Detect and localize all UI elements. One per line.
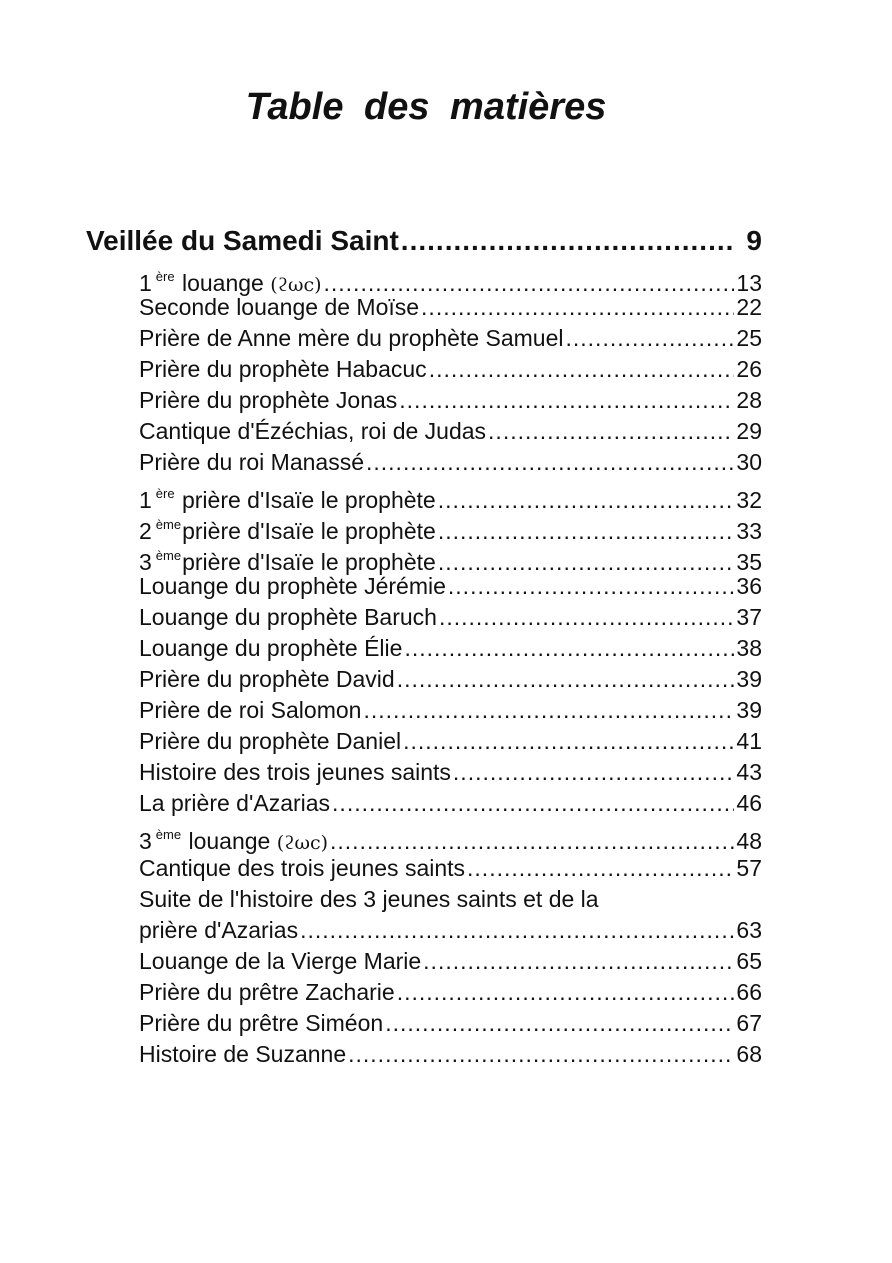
page-number: 39: [736, 666, 762, 692]
toc-entry-multiline[interactable]: [139, 884, 762, 946]
ordinal-suffix: ème: [155, 548, 182, 563]
dot-leader: [488, 416, 734, 447]
entry-label: Louange du prophète Élie: [139, 635, 403, 661]
toc-entry[interactable]: [139, 385, 762, 416]
toc-entry[interactable]: [139, 447, 762, 478]
toc-entry[interactable]: [139, 571, 762, 602]
dot-leader: [421, 292, 734, 323]
dot-leader: [363, 695, 734, 726]
ordinal-suffix: ère: [155, 269, 175, 284]
toc-entry[interactable]: [139, 602, 762, 633]
entry-label: louange: [181, 270, 264, 296]
ordinal-number: 2: [139, 518, 152, 544]
entry-label: Prière du prêtre Siméon: [139, 1010, 384, 1036]
dot-leader: [439, 602, 734, 633]
page-number: 35: [736, 549, 762, 575]
toc-entry[interactable]: [139, 416, 762, 447]
toc-entry[interactable]: [139, 633, 762, 664]
dot-leader: [401, 225, 735, 257]
page-number: 25: [736, 325, 762, 351]
page-number: 38: [736, 635, 762, 661]
dot-leader: [448, 571, 735, 602]
toc-entry[interactable]: [139, 664, 762, 695]
page-number: 68: [736, 1041, 762, 1067]
ordinal-number: 3: [139, 549, 152, 575]
toc-entry[interactable]: [139, 757, 762, 788]
entry-label: Prière du prophète Habacuc: [139, 356, 427, 382]
ordinal-number: 1: [139, 270, 152, 296]
dot-leader: [397, 664, 735, 695]
page-number: 43: [736, 759, 762, 785]
entry-label: Cantique d'Ézéchias, roi de Judas: [139, 418, 487, 444]
toc-entry[interactable]: [139, 726, 762, 757]
ordinal-suffix: ème: [155, 827, 182, 842]
toc-entry[interactable]: [139, 323, 762, 354]
page-number: 26: [736, 356, 762, 382]
entry-label: Prière de roi Salomon: [139, 697, 362, 723]
page-number: 57: [736, 855, 762, 881]
entry-label: Prière de Anne mère du prophète Samuel: [139, 325, 564, 351]
toc-entry[interactable]: [139, 977, 762, 1008]
toc-entry[interactable]: [139, 354, 762, 385]
section-label: Veillée du Samedi Saint: [86, 225, 399, 256]
page-number: 39: [736, 697, 762, 723]
page-number: 67: [736, 1010, 762, 1036]
toc-entry[interactable]: [139, 788, 762, 819]
page-number: 29: [736, 418, 762, 444]
page-number: 65: [736, 948, 762, 974]
coptic-text: (ϩωc): [276, 832, 328, 854]
dot-leader: [399, 385, 734, 416]
toc-entry[interactable]: [139, 853, 762, 884]
toc-entry[interactable]: [139, 261, 762, 296]
page-number: 22: [736, 294, 762, 320]
entry-label: Cantique des trois jeunes saints: [139, 855, 466, 881]
toc-entries: [139, 261, 762, 1070]
entry-label: prière d'Isaïe le prophète: [181, 487, 436, 513]
page-number: 37: [736, 604, 762, 630]
toc-entry[interactable]: [139, 695, 762, 726]
toc-section-veillee[interactable]: [86, 225, 762, 261]
page-title: Table des matières: [245, 86, 607, 128]
entry-label: prière d'Isaïe le prophète: [182, 518, 436, 544]
entry-label: Prière du prophète David: [139, 666, 395, 692]
ordinal-number: 3: [139, 828, 152, 854]
dot-leader: [438, 516, 735, 547]
entry-label: Histoire des trois jeunes saints: [139, 759, 451, 785]
ordinal-number: 1: [139, 487, 152, 513]
dot-leader: [453, 757, 734, 788]
entry-label: louange: [188, 828, 277, 854]
dot-leader: [404, 633, 734, 664]
page-number: 30: [736, 449, 762, 475]
entry-label: prière d'Isaïe le prophète: [182, 549, 436, 575]
dot-leader: [397, 977, 735, 1008]
toc-entry[interactable]: [139, 478, 762, 513]
toc-entry[interactable]: [139, 1039, 762, 1070]
entry-label: La prière d'Azarias: [139, 790, 331, 816]
entry-label-line2: prière d'Azarias: [139, 917, 299, 943]
dot-leader: [348, 1039, 734, 1070]
dot-leader: [385, 1008, 734, 1039]
page-number: 28: [736, 387, 762, 413]
dot-leader: [332, 788, 734, 819]
dot-leader: [300, 915, 734, 946]
toc-entry[interactable]: [139, 946, 762, 977]
toc-entry[interactable]: [139, 819, 762, 854]
toc-entry[interactable]: [139, 292, 762, 323]
entry-label: Histoire de Suzanne: [139, 1041, 347, 1067]
page-number: 41: [736, 728, 762, 754]
dot-leader: [429, 354, 735, 385]
dot-leader: [366, 447, 734, 478]
entry-label: Louange du prophète Jérémie: [139, 573, 446, 599]
dot-leader: [467, 853, 734, 884]
entry-label-line1: Suite de l'histoire des 3 jeunes saints et de la: [139, 886, 599, 912]
entry-label: Prière du roi Manassé: [139, 449, 364, 475]
entry-label: Louange de la Vierge Marie: [139, 948, 422, 974]
entry-label: Prière du prophète Daniel: [139, 728, 402, 754]
table-of-contents: [86, 225, 762, 1070]
page-number: 63: [736, 917, 762, 943]
dot-leader: [423, 946, 734, 977]
ordinal-suffix: ère: [155, 486, 175, 501]
entry-label: Louange du prophète Baruch: [139, 604, 437, 630]
toc-entry[interactable]: [139, 1008, 762, 1039]
page-number: 66: [736, 979, 762, 1005]
page-number: 48: [736, 828, 762, 854]
coptic-text: (ϩωc): [270, 274, 322, 296]
page-number: 13: [736, 270, 762, 296]
page-number: 33: [736, 518, 762, 544]
dot-leader: [403, 726, 734, 757]
page-number: 46: [736, 790, 762, 816]
page-number: 32: [736, 487, 762, 513]
page-number: 9: [746, 225, 762, 256]
entry-label: Prière du prêtre Zacharie: [139, 979, 395, 1005]
dot-leader: [438, 485, 735, 516]
entry-label: Prière du prophète Jonas: [139, 387, 398, 413]
dot-leader: [566, 323, 735, 354]
page-number: 36: [736, 573, 762, 599]
ordinal-suffix: ème: [155, 517, 182, 532]
entry-label: Seconde louange de Moïse: [139, 294, 420, 320]
